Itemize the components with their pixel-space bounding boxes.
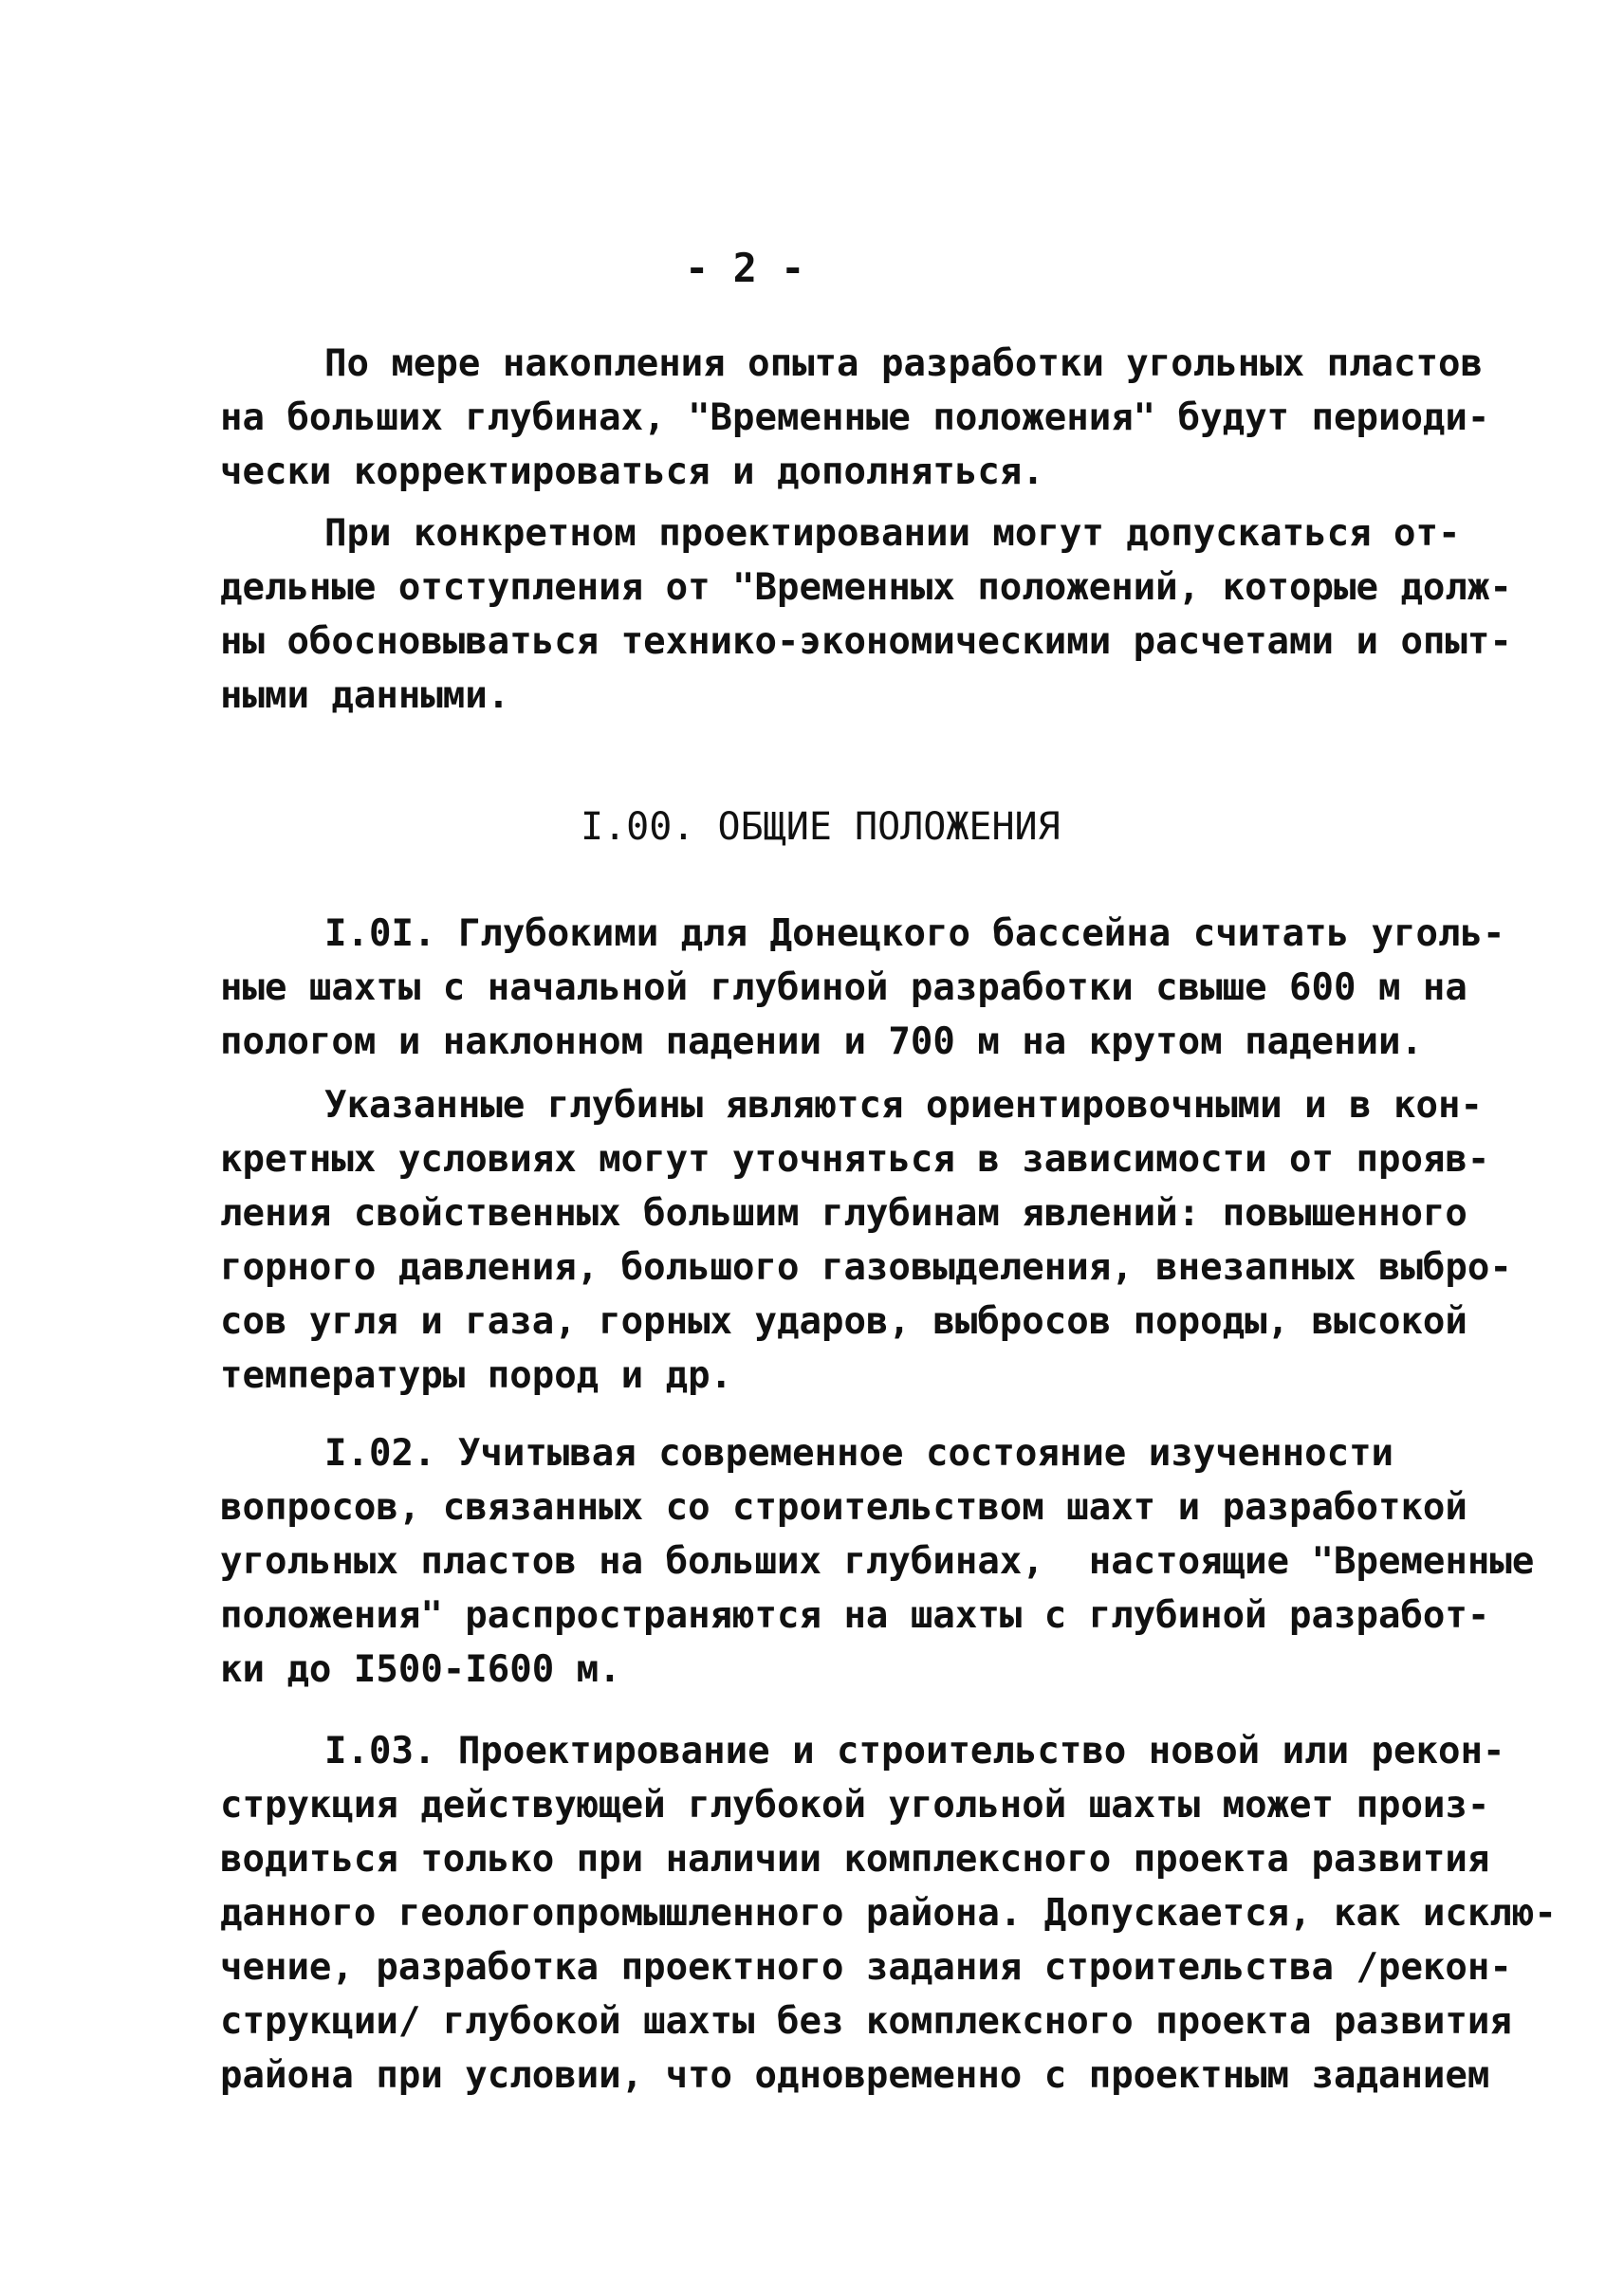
text-line: водиться только при наличии комплексного проекта развития	[220, 1838, 1490, 1881]
page-number: - 2 -	[685, 245, 805, 291]
text-line: ные шахты с начальной глубиной разработки свыше 600 м на	[220, 966, 1467, 1009]
text-line: положения" распространяются на шахты с глубиной разработ-	[220, 1594, 1490, 1637]
text-line: вопросов, связанных со строительством шахт и разработкой	[220, 1486, 1467, 1529]
text-line: струкции/ глубокой шахты без комплексного проекта развития	[220, 2000, 1512, 2043]
text-line: сов угля и газа, горных ударов, выбросов породы, высокой	[220, 1300, 1467, 1343]
text-line: I.03. Проектирование и строительство новой или рекон-	[324, 1730, 1505, 1773]
text-line: чение, разработка проектного задания строительства /рекон-	[220, 1946, 1512, 1989]
text-line: По мере накопления опыта разработки угольных пластов	[324, 342, 1483, 385]
text-line: ны обосновываться технико-экономическими расчетами и опыт-	[220, 620, 1512, 663]
text-line: дельные отступления от "Временных положений, которые долж-	[220, 566, 1512, 609]
text-line: ления свойственных большим глубинам явлений: повышенного	[220, 1192, 1467, 1235]
text-line: на больших глубинах, "Временные положения" будут периоди-	[220, 396, 1490, 439]
text-line: горного давления, большого газовыделения, внезапных выбро-	[220, 1246, 1512, 1289]
text-line: чески корректироваться и дополняться.	[220, 450, 1044, 493]
text-line: I.02. Учитывая современное состояние изученности	[324, 1432, 1394, 1475]
section-heading: I.00. ОБЩИЕ ПОЛОЖЕНИЯ	[581, 805, 1061, 849]
text-line: I.0I. Глубокими для Донецкого бассейна считать уголь-	[324, 912, 1505, 955]
text-line: ными данными.	[220, 674, 510, 717]
text-line: температуры пород и др.	[220, 1354, 733, 1397]
text-line: угольных пластов на больших глубинах, настоящие "Временные	[220, 1540, 1535, 1583]
text-line: Указанные глубины являются ориентировочными и в кон-	[324, 1084, 1483, 1127]
text-line: района при условии, что одновременно с проектным заданием	[220, 2054, 1490, 2097]
text-line: пологом и наклонном падении и 700 м на крутом падении.	[220, 1020, 1423, 1063]
text-line: При конкретном проектировании могут допускаться от-	[324, 512, 1461, 555]
text-line: кретных условиях могут уточняться в зависимости от прояв-	[220, 1138, 1490, 1181]
text-line: струкция действующей глубокой угольной шахты может произ-	[220, 1784, 1490, 1827]
text-line: ки до I500-I600 м.	[220, 1648, 621, 1691]
text-line: данного геологопромышленного района. Допускается, как исклю-	[220, 1892, 1557, 1935]
